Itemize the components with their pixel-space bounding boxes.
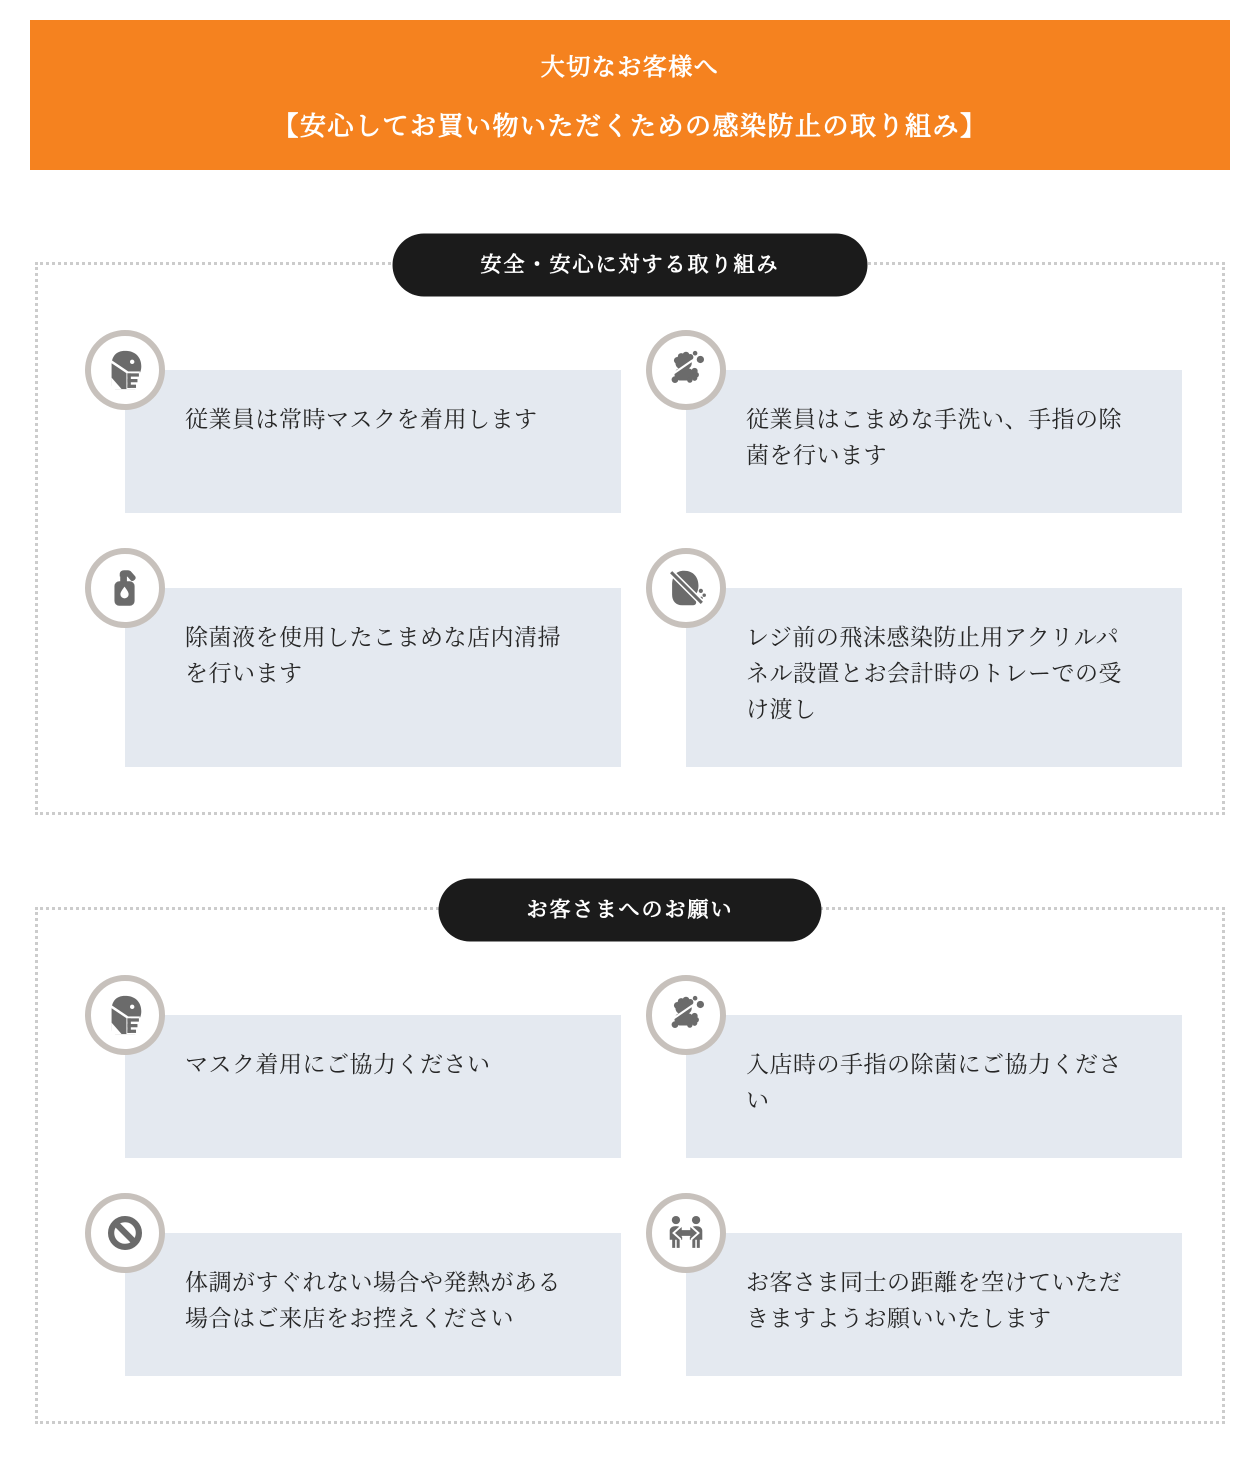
list-item <box>686 370 1182 513</box>
item-text: 除菌液を使用したこまめな店内清掃を行います <box>185 624 561 686</box>
social-distance-icon <box>646 1193 726 1273</box>
banner-subtitle: 【安心してお買い物いただくための感染防止の取り組み】 <box>272 111 988 141</box>
items-grid <box>125 370 1182 767</box>
item-text: 体調がすぐれない場合や発熱がある場合はご来店をお控えください <box>185 1269 561 1331</box>
list-item <box>686 1233 1182 1376</box>
hand-washing-icon <box>646 330 726 410</box>
item-text: お客さま同士の距離を空けていただきますようお願いいたします <box>746 1269 1122 1331</box>
items-grid <box>125 1015 1182 1376</box>
mask-face-icon <box>85 975 165 1055</box>
list-item <box>125 1015 621 1158</box>
item-text: マスク着用にご協力ください <box>185 1051 491 1077</box>
list-item <box>686 1015 1182 1158</box>
notice-banner <box>30 20 1230 170</box>
section-safety-measures <box>35 253 1225 815</box>
droplet-barrier-icon <box>646 548 726 628</box>
prohibition-icon <box>85 1193 165 1273</box>
hand-washing-icon <box>646 975 726 1055</box>
item-text: レジ前の飛沫感染防止用アクリルパネル設置とお会計時のトレーでの受け渡し <box>746 624 1122 722</box>
list-item <box>686 588 1182 767</box>
list-item <box>125 588 621 767</box>
section-heading-pill: 安全・安心に対する取り組み <box>393 234 868 297</box>
section-heading-pill: お客さまへのお願い <box>439 879 822 942</box>
list-item <box>125 370 621 513</box>
section-customer-requests <box>35 898 1225 1424</box>
mask-face-icon <box>85 330 165 410</box>
banner-title: 大切なお客様へ <box>540 54 720 81</box>
item-text: 従業員はこまめな手洗い、手指の除菌を行います <box>746 406 1122 468</box>
item-text: 従業員は常時マスクを着用します <box>185 406 538 432</box>
item-text: 入店時の手指の除菌にご協力ください <box>746 1051 1122 1113</box>
sanitizer-spray-icon <box>85 548 165 628</box>
list-item <box>125 1233 621 1376</box>
